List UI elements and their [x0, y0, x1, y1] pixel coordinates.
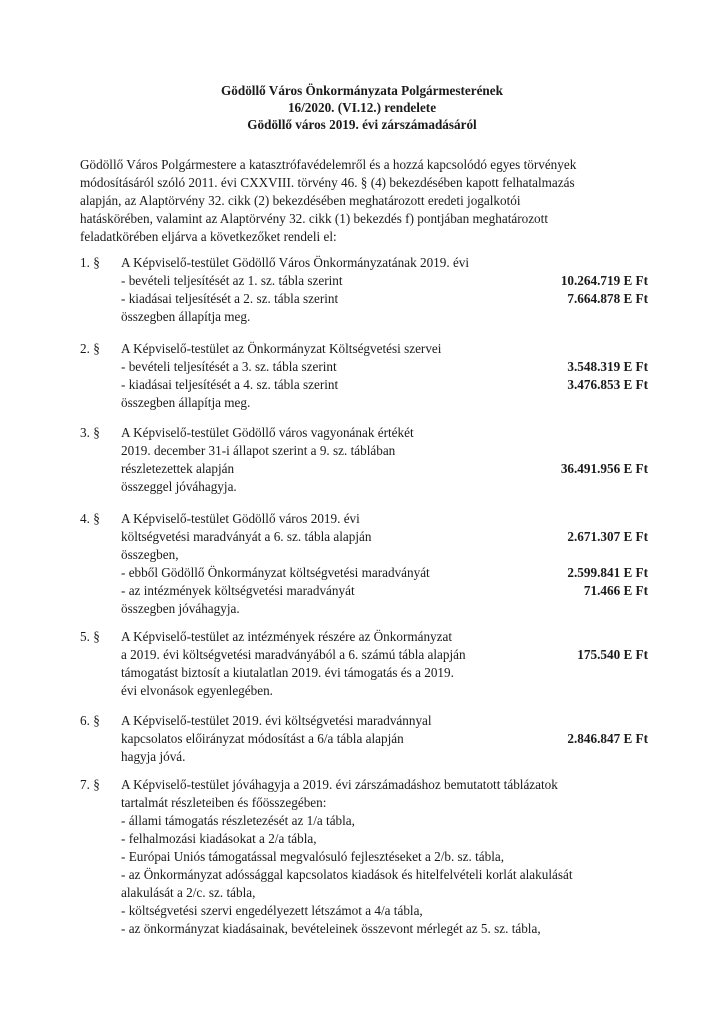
section-4 [80, 510, 648, 618]
section-list-item: - felhalmozási kiadásokat a 2/a tábla, [121, 831, 317, 846]
preamble-line: módosításáról szóló 2011. évi CXXVIII. törvény 46. § (4) bekezdésében kapott felhatalmazás [80, 175, 575, 190]
section-amount: 175.540 E Ft [577, 647, 648, 662]
section-text: A Képviselő-testület az Önkormányzat Költségvetési szervei [121, 341, 442, 356]
section-text: költségvetési maradványát a 6. sz. tábla alapján [121, 529, 372, 544]
section-list-item: - költségvetési szervi engedélyezett létszámot a 4/a tábla, [121, 903, 423, 918]
section-text: A Képviselő-testület az intézmények részére az Önkormányzat [121, 629, 453, 644]
preamble-line: alapján, az Alaptörvény 32. cikk (2) bekezdésében meghatározott eredeti jogalkotói [80, 193, 521, 208]
section-amount: 36.491.956 E Ft [560, 461, 648, 476]
section-text: - bevételi teljesítését a 3. sz. tábla szerint [121, 359, 337, 374]
section-list-item: - az önkormányzat kiadásainak, bevételeinek összevont mérlegét az 5. sz. tábla, [121, 921, 541, 936]
section-3 [80, 424, 648, 496]
section-text: tartalmát részleteiben és főösszegében: [121, 795, 327, 810]
section-text: évi elvonások egyenlegében. [121, 683, 273, 698]
section-amount: 7.664.878 E Ft [567, 291, 648, 306]
section-number: 7. § [80, 777, 100, 792]
section-amount: 2.671.307 E Ft [567, 529, 648, 544]
section-list-item: - állami támogatás részletezését az 1/a tábla, [121, 813, 355, 828]
section-text: - az intézmények költségvetési maradványát [121, 583, 355, 598]
title-line-2: 16/2020. (VI.12.) rendelete [287, 100, 437, 115]
preamble [80, 156, 640, 246]
section-text: - bevételi teljesítését az 1. sz. tábla szerint [121, 273, 343, 288]
section-5 [80, 628, 648, 700]
section-text: kapcsolatos előirányzat módosítást a 6/a tábla alapján [121, 731, 404, 746]
section-text: részletezettek alapján [121, 461, 235, 476]
section-amount: 2.846.847 E Ft [567, 731, 648, 746]
section-text: A Képviselő-testület jóváhagyja a 2019. évi zárszámadáshoz bemutatott táblázatok [121, 777, 558, 792]
section-text: összegben, [121, 547, 179, 562]
section-text: A Képviselő-testület Gödöllő város vagyonának értékét [121, 425, 414, 440]
section-amount: 10.264.719 E Ft [560, 273, 648, 288]
section-amount: 3.476.853 E Ft [567, 377, 648, 392]
section-text: A Képviselő-testület 2019. évi költségvetési maradvánnyal [121, 713, 432, 728]
section-6 [80, 712, 648, 766]
section-number: 3. § [80, 425, 100, 440]
section-amount: 2.599.841 E Ft [567, 565, 648, 580]
section-text: összegben állapítja meg. [121, 309, 251, 324]
section-text: a 2019. évi költségvetési maradványából a 6. számú tábla alapján [121, 647, 466, 662]
section-text: A Képviselő-testület Gödöllő város 2019. évi [121, 511, 360, 526]
section-number: 4. § [80, 511, 100, 526]
section-list-item: - Európai Uniós támogatással megvalósuló fejlesztéseket a 2/b. sz. tábla, [121, 849, 505, 864]
preamble-line: hatáskörében, valamint az Alaptörvény 32. cikk (1) bekezdés f) pontjában meghatározott [80, 211, 548, 226]
title-line-3: Gödöllő város 2019. évi zárszámadásáról [247, 117, 477, 132]
section-text: 2019. december 31-i állapot szerint a 9. sz. táblában [121, 443, 396, 458]
title-line-1: Gödöllő Város Önkormányzata Polgármesterének [221, 83, 503, 98]
section-amount: 3.548.319 E Ft [567, 359, 648, 374]
section-number: 5. § [80, 629, 100, 644]
section-text: összegben jóváhagyja. [121, 601, 240, 616]
section-amount: 71.466 E Ft [583, 583, 648, 598]
section-text: támogatást biztosít a kiutalatlan 2019. évi támogatás és a 2019. [121, 665, 454, 680]
section-list-item: alakulását a 2/c. sz. tábla, [121, 885, 256, 900]
section-text: A Képviselő-testület Gödöllő Város Önkormányzatának 2019. évi [121, 255, 470, 270]
preamble-line: feladatkörében eljárva a következőket rendeli el: [80, 229, 337, 244]
section-text: - kiadásai teljesítését a 4. sz. tábla szerint [121, 377, 339, 392]
section-text: hagyja jóvá. [121, 749, 186, 764]
section-number: 6. § [80, 713, 100, 728]
section-7 [80, 776, 648, 938]
section-text: - ebből Gödöllő Önkormányzat költségvetési maradványát [121, 565, 430, 580]
section-number: 2. § [80, 341, 100, 356]
section-text: összegben állapítja meg. [121, 395, 251, 410]
document-title [0, 82, 724, 133]
preamble-line: Gödöllő Város Polgármestere a katasztrófavédelemről és a hozzá kapcsolódó egyes törvények [80, 157, 577, 172]
section-text: összeggel jóváhagyja. [121, 479, 237, 494]
section-2 [80, 340, 648, 412]
section-number: 1. § [80, 255, 100, 270]
section-text: - kiadásai teljesítését a 2. sz. tábla szerint [121, 291, 339, 306]
section-list-item: - az Önkormányzat adóssággal kapcsolatos kiadások és hitelfelvételi korlát alakulását [121, 867, 573, 882]
section-1 [80, 254, 648, 326]
